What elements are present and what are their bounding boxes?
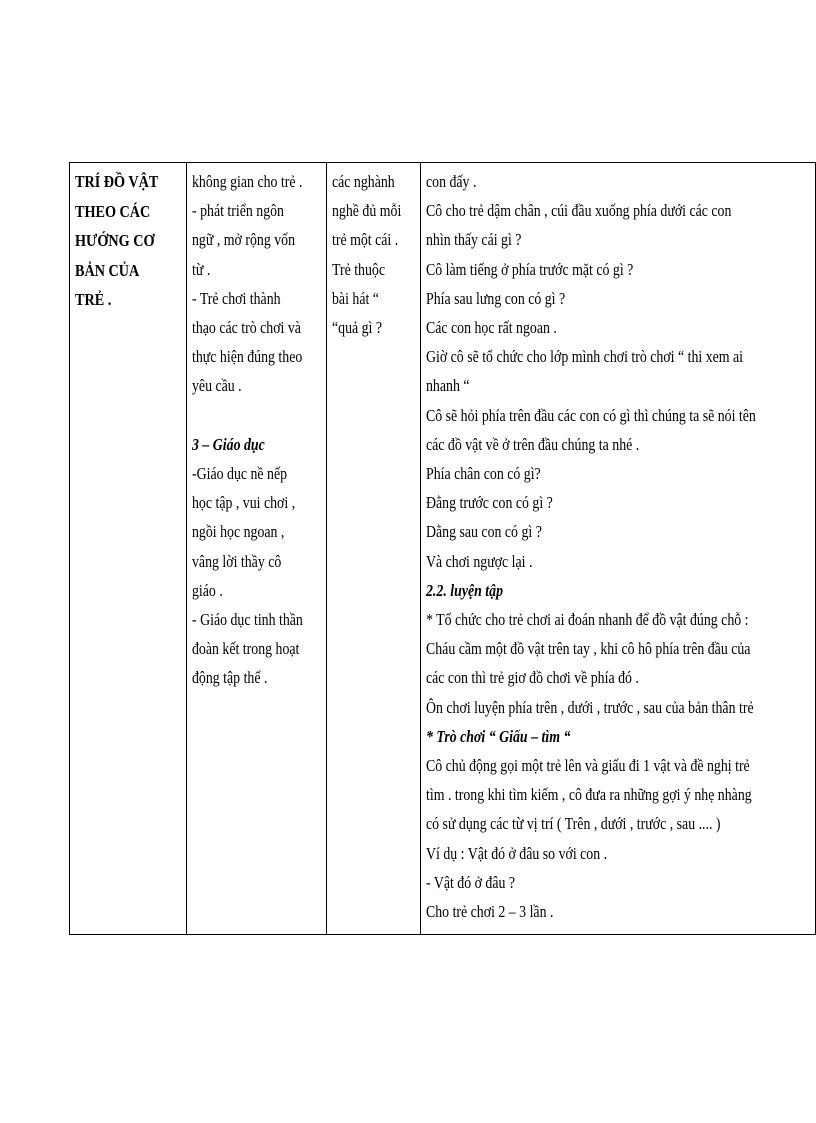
- activities-cell: [421, 163, 816, 935]
- cell-line: Cô làm tiếng ở phía trước mặt có gì ?: [426, 259, 634, 279]
- cell-line: Phía chân con có gì?: [426, 464, 541, 484]
- cell-line: Các con học rất ngoan .: [426, 318, 557, 338]
- cell-line: từ .: [192, 259, 211, 279]
- cell-line: trẻ một cái .: [332, 230, 399, 250]
- cell-line: Đằng trước con có gì ?: [426, 493, 553, 513]
- cell-line: nhanh “: [426, 376, 470, 396]
- education-heading: 3 – Giáo dục: [192, 434, 265, 454]
- cell-line: Phía sau lưng con có gì ?: [426, 288, 566, 308]
- cell-line: thạo các trò chơi và: [192, 318, 301, 338]
- cell-line: ngữ , mở rộng vốn: [192, 230, 296, 250]
- cell-line: con đấy .: [426, 172, 477, 191]
- cell-line: các đồ vật về ở trên đầu chúng ta nhé .: [426, 434, 640, 454]
- cell-line: - Giáo dục tinh thần: [192, 610, 303, 630]
- cell-line: đoàn kết trong hoạt: [192, 639, 300, 659]
- cell-line: giáo .: [192, 580, 223, 600]
- cell-line: yêu cầu .: [192, 376, 242, 396]
- cell-line: tìm . trong khi tìm kiếm , cô đưa ra những gợi ý nhẹ nhàng: [426, 785, 752, 805]
- cell-line: Trẻ thuộc: [332, 259, 386, 279]
- cell-line: Và chơi ngược lại .: [426, 551, 533, 571]
- cell-line: Cháu cầm một đồ vật trên tay , khi cô hô phía trên đầu của: [426, 639, 751, 659]
- activity-name-cell: [70, 163, 187, 935]
- blank-line: [192, 401, 301, 430]
- table-row: [70, 163, 816, 935]
- cell-line: các con thì trẻ giơ đồ chơi về phía đó .: [426, 668, 639, 688]
- cell-line: Cô chủ động gọi một trẻ lên và giấu đi 1 vật và đề nghị trẻ: [426, 756, 750, 776]
- cell-line: động tập thể .: [192, 668, 268, 688]
- cell-line: - phát triển ngôn: [192, 201, 284, 221]
- cell-line: Dằng sau con có gì ?: [426, 522, 542, 542]
- cell-line: - Trẻ chơi thành: [192, 288, 281, 308]
- cell-line: không gian cho trẻ .: [192, 172, 303, 191]
- cell-line: * Tổ chức cho trẻ chơi ai đoán nhanh để đồ vật đúng chỗ :: [426, 610, 749, 630]
- practice-heading: 2.2. luyện tập: [426, 580, 504, 600]
- cell-line: Cô sẽ hỏi phía trên đầu các con có gì thì chúng ta sẽ nói tên: [426, 405, 756, 425]
- preparation-cell: [327, 163, 421, 935]
- cell-line: TRẺ .: [75, 290, 112, 309]
- cell-line: -Giáo dục nề nếp: [192, 464, 288, 484]
- cell-line: học tập , vui chơi ,: [192, 493, 296, 513]
- cell-line: Giờ cô sẽ tổ chức cho lớp mình chơi trò chơi “ thi xem ai: [426, 347, 744, 367]
- game-heading: * Trò chơi “ Giấu – tìm “: [426, 726, 571, 746]
- objectives-cell: [187, 163, 327, 935]
- cell-line: Cho trẻ chơi 2 – 3 lần .: [426, 902, 554, 922]
- cell-line: nhìn thấy cái gì ?: [426, 230, 522, 250]
- cell-line: Ôn chơi luyện phía trên , dưới , trước , sau của bản thân trẻ: [426, 697, 754, 717]
- cell-line: THEO CÁC: [75, 201, 151, 221]
- cell-line: thực hiện đúng theo: [192, 347, 303, 367]
- cell-line: - Vật đó ở đâu ?: [426, 872, 516, 892]
- lesson-plan-table: [69, 162, 816, 935]
- cell-line: ngồi học ngoan ,: [192, 522, 285, 542]
- cell-line: nghề đủ mỗi: [332, 201, 402, 221]
- cell-line: có sử dụng các từ vị trí ( Trên , dưới , trước , sau .... ): [426, 814, 721, 834]
- cell-line: vâng lời thầy cô: [192, 551, 282, 571]
- cell-line: các nghành: [332, 172, 395, 191]
- cell-line: TRÍ ĐỒ VẬT: [75, 172, 159, 191]
- cell-line: Cô cho trẻ dậm chân , cúi đầu xuống phía dưới các con: [426, 201, 732, 221]
- cell-line: BẢN CỦA: [75, 260, 140, 280]
- cell-line: bài hát “: [332, 288, 379, 308]
- cell-line: “quả gì ?: [332, 318, 383, 338]
- cell-line: HƯỚNG CƠ: [75, 231, 155, 250]
- cell-line: Ví dụ : Vật đó ở đâu so với con .: [426, 843, 608, 863]
